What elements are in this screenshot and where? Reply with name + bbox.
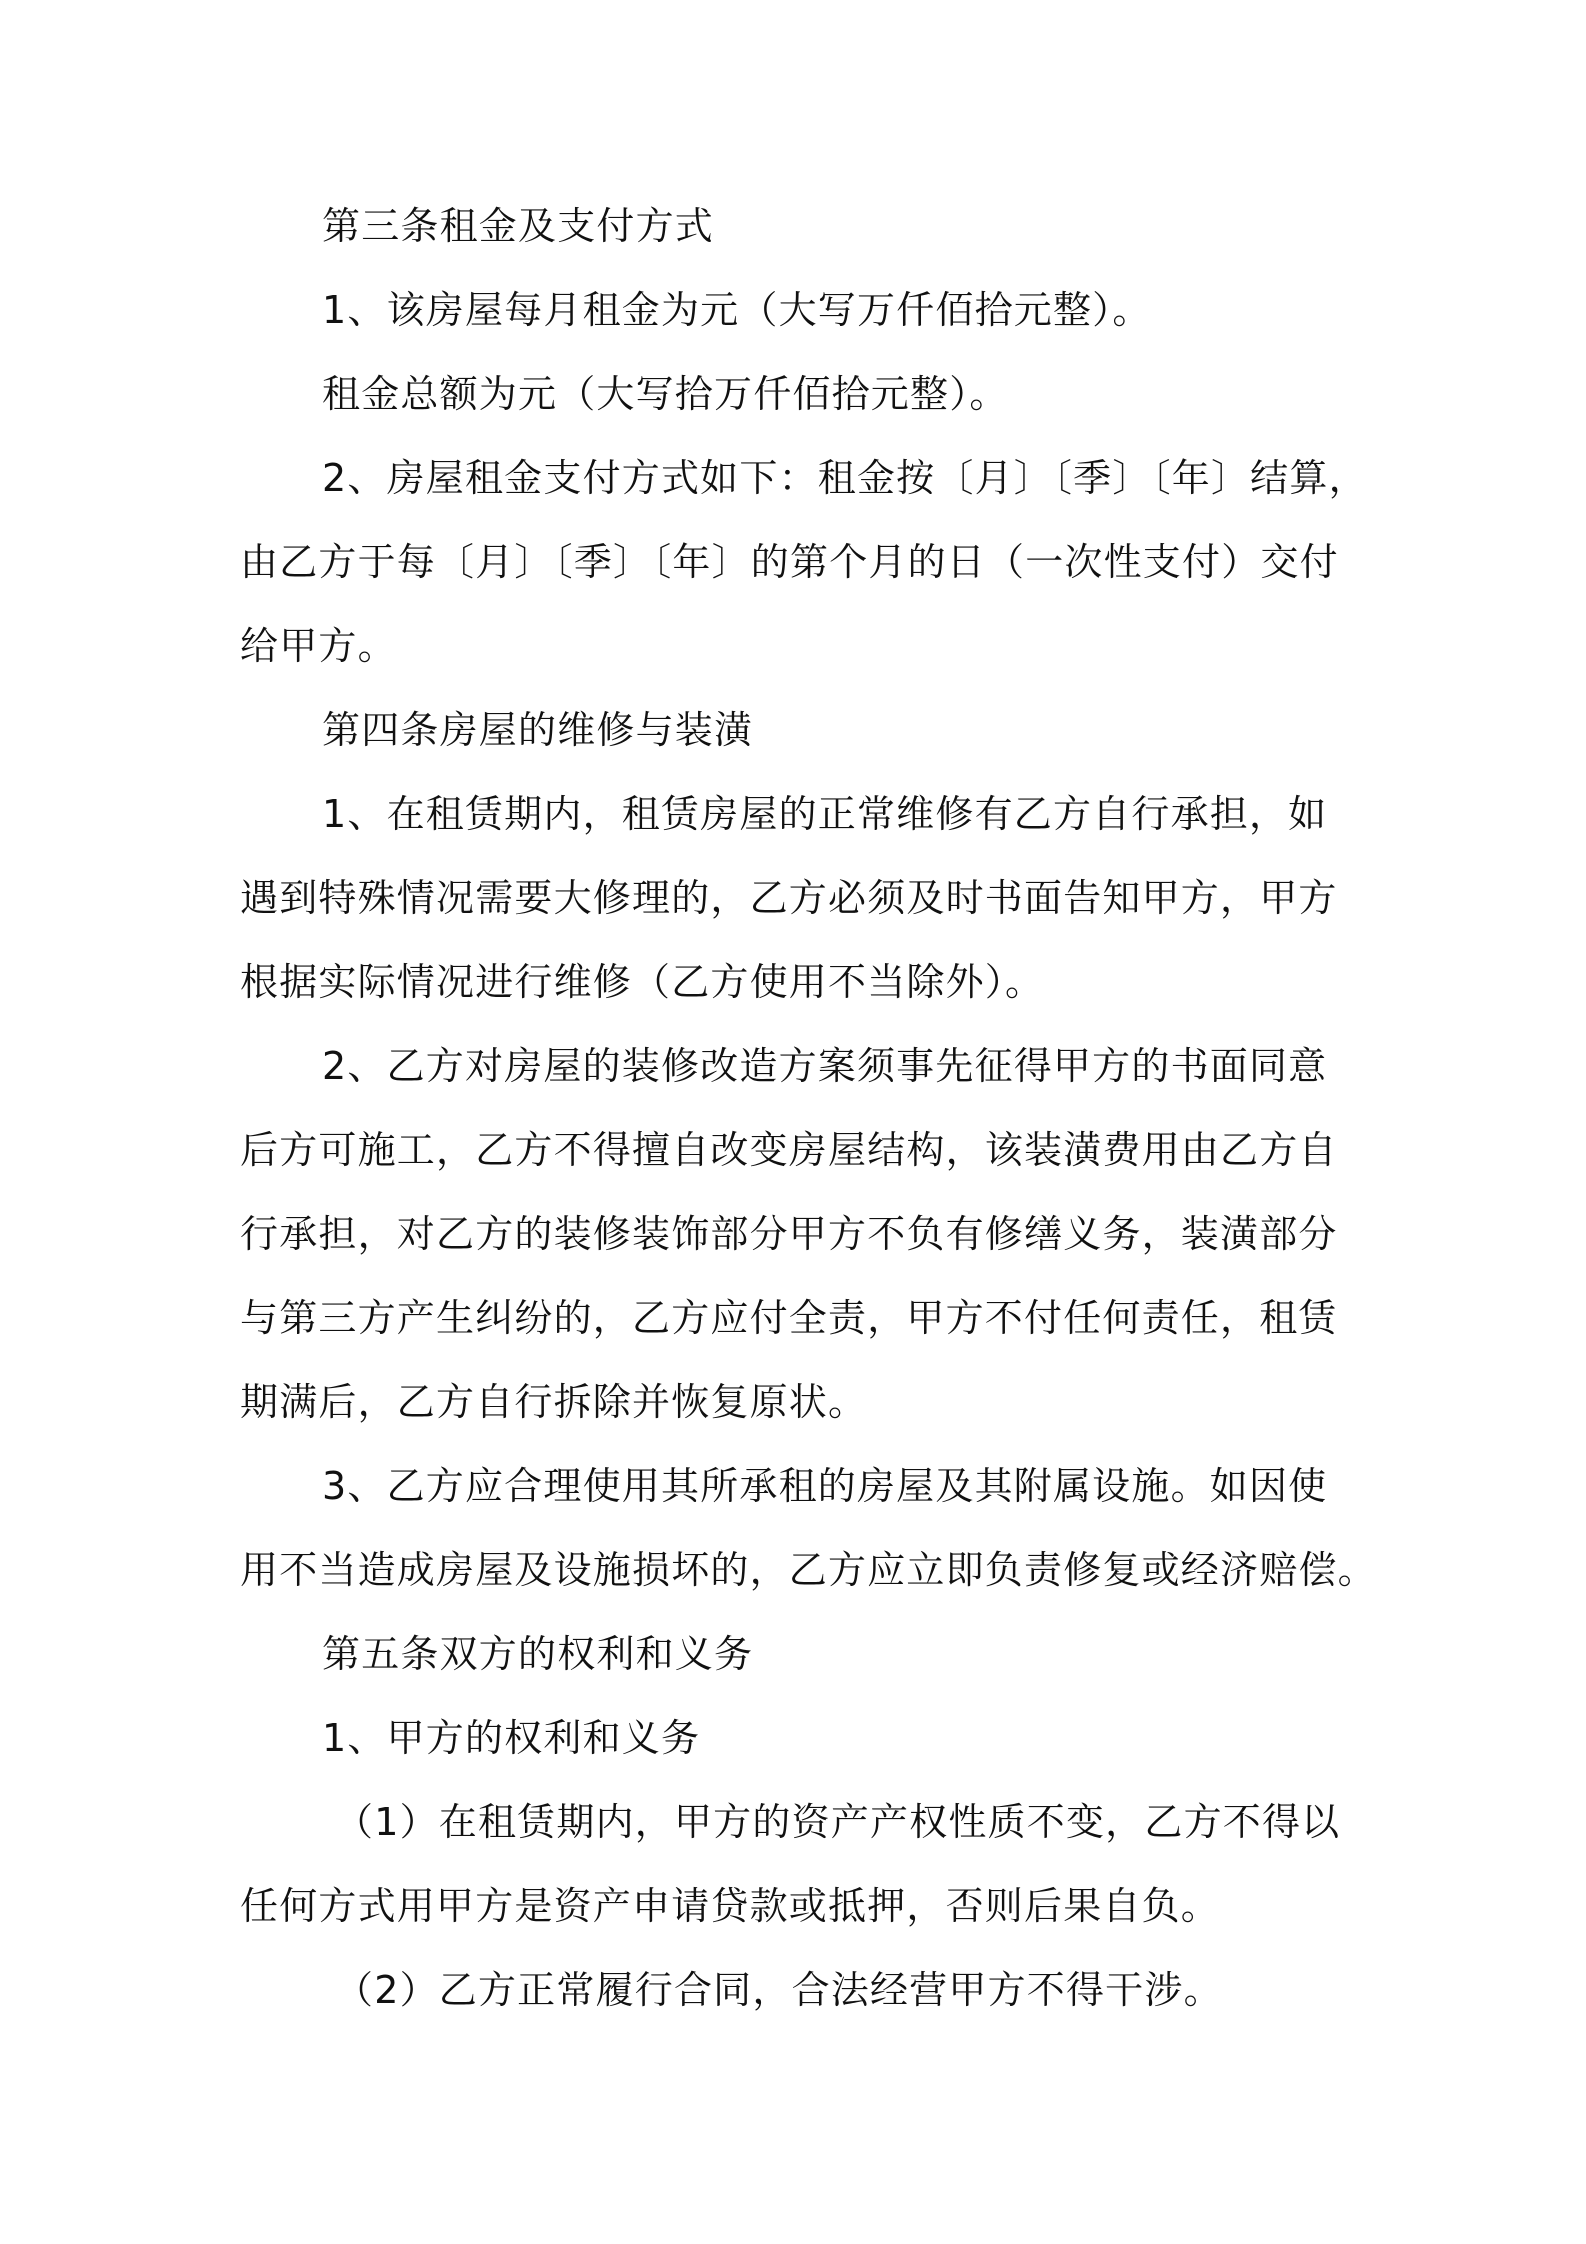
article-5-sub-2: （2）乙方正常履行合同，合法经营甲方不得干涉。 (335, 1968, 1223, 2012)
article-4-item-2-line-3: 行承担，对乙方的装修装饰部分甲方不负有修缮义务，装潢部分 (240, 1212, 1338, 1256)
article-3-item-2-line-1: 2、房屋租金支付方式如下：租金按〔月〕〔季〕〔年〕结算， (322, 456, 1368, 500)
article-3-item-2-line-2: 由乙方于每〔月〕〔季〕〔年〕的第个月的日（一次性支付）交付 (240, 540, 1339, 584)
article-5-sub-1-line-2: 任何方式用甲方是资产申请贷款或抵押，否则后果自负。 (240, 1884, 1221, 1928)
article-4-item-2-line-5: 期满后，乙方自行拆除并恢复原状。 (240, 1380, 868, 1424)
article-4-item-2-line-1: 2、乙方对房屋的装修改造方案须事先征得甲方的书面同意 (322, 1044, 1328, 1088)
article-4-item-2-line-4: 与第三方产生纠纷的，乙方应付全责，甲方不付任何责任，租赁 (240, 1296, 1338, 1340)
article-3-item-1: 1、该房屋每月租金为元（大写万仟佰拾元整）。 (322, 288, 1152, 332)
article-4-item-3-line-1: 3、乙方应合理使用其所承租的房屋及其附属设施。如因使 (322, 1464, 1328, 1508)
article-4-heading: 第四条房屋的维修与装潢 (322, 708, 754, 752)
article-4-item-2-line-2: 后方可施工，乙方不得擅自改变房屋结构，该装潢费用由乙方自 (240, 1128, 1338, 1172)
article-4-item-1-line-3: 根据实际情况进行维修（乙方使用不当除外）。 (240, 960, 1045, 1004)
article-3-item-2-line-3: 给甲方。 (240, 624, 397, 668)
article-5-heading: 第五条双方的权利和义务 (322, 1632, 754, 1676)
article-3-total-rent: 租金总额为元（大写拾万仟佰拾元整）。 (322, 372, 1009, 416)
article-5-item-1: 1、甲方的权利和义务 (322, 1716, 701, 1760)
article-4-item-3-line-2: 用不当造成房屋及设施损坏的，乙方应立即负责修复或经济赔偿。 (240, 1548, 1377, 1592)
article-4-item-1-line-1: 1、在租赁期内，租赁房屋的正常维修有乙方自行承担，如 (322, 792, 1328, 836)
article-3-heading: 第三条租金及支付方式 (322, 204, 715, 248)
article-4-item-1-line-2: 遇到特殊情况需要大修理的，乙方必须及时书面告知甲方，甲方 (240, 876, 1338, 920)
article-5-sub-1-line-1: （1）在租赁期内，甲方的资产产权性质不变，乙方不得以 (335, 1800, 1341, 1844)
